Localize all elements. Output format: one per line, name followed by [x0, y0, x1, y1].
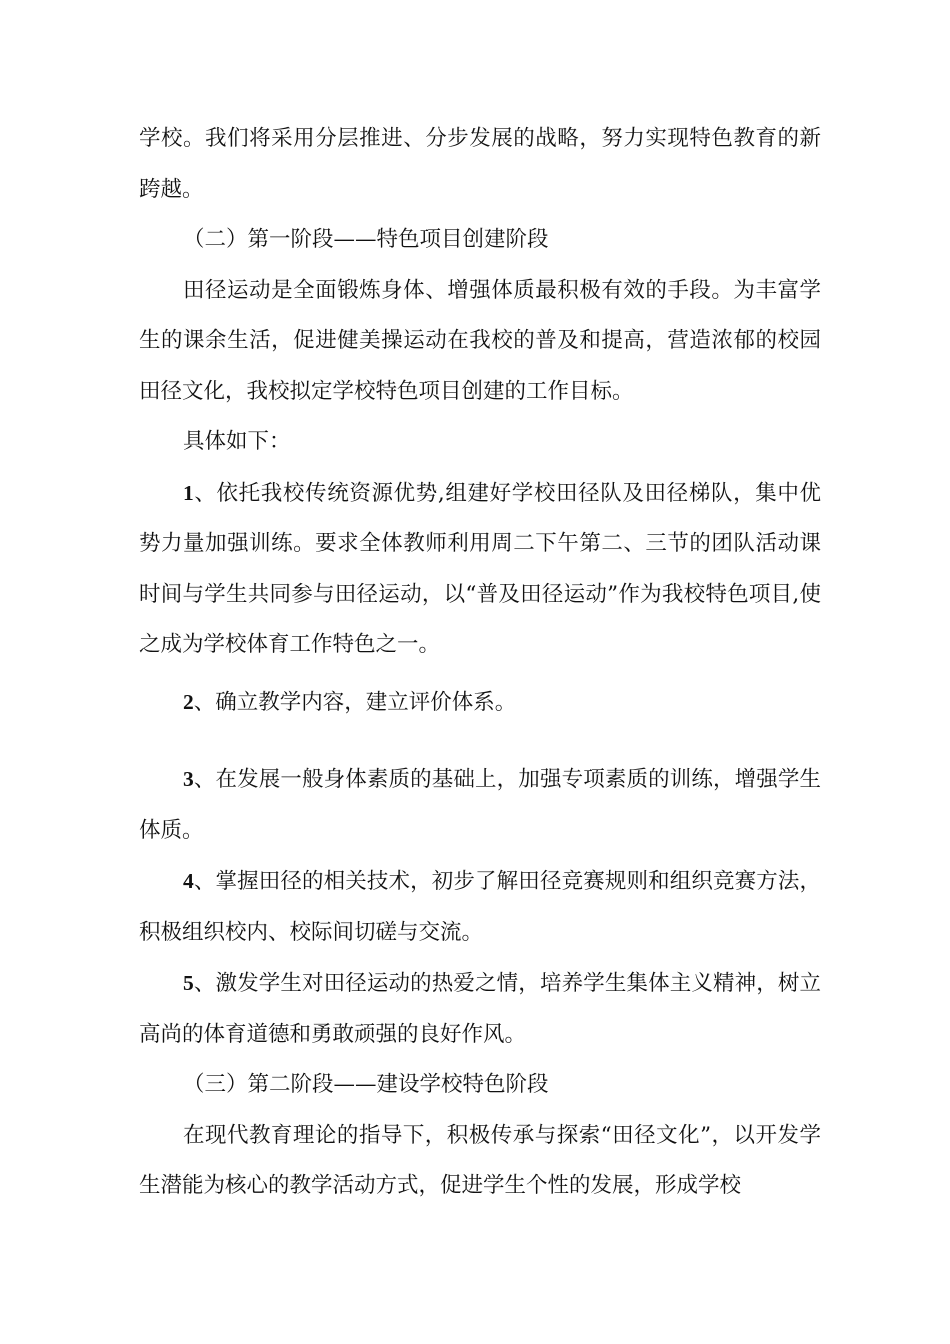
list-item-2	[139, 677, 821, 729]
list-number: 1	[183, 480, 194, 505]
heading-text: （二）第一阶段——特色项目创建阶段	[183, 227, 549, 252]
paragraph-continuation	[139, 114, 821, 215]
list-number: 5	[183, 971, 194, 995]
heading-text: （三）第二阶段——建设学校特色阶段	[183, 1072, 549, 1097]
section-heading-stage-one	[139, 215, 821, 266]
list-number: 3	[183, 767, 194, 791]
paragraph-text: 田径运动是全面锻炼身体、增强体质最积极有效的手段。为丰富学生的课余生活，促进健美操运动在我校的普及和提高，营造浓郁的校园田径文化，我校拟定学校特色项目创建的工作目标。	[139, 277, 821, 404]
paragraph-intro	[139, 266, 821, 418]
paragraph-text: 具体如下：	[183, 429, 291, 454]
paragraph-text: 在现代教育理论的指导下，积极传承与探索“田径文化”，以开发学生潜能为核心的教学活动方式，促进学生个性的发展，形成学校	[139, 1122, 821, 1198]
document-body	[139, 114, 821, 1212]
paragraph-details-lead	[139, 417, 821, 468]
list-item-3	[139, 754, 821, 856]
list-number: 2	[183, 689, 194, 714]
paragraph-stage-two-body	[139, 1111, 821, 1212]
list-item-1	[139, 468, 821, 671]
list-item-4	[139, 856, 821, 958]
list-item-5	[139, 958, 821, 1060]
list-text: 、确立教学内容，建立评价体系。	[193, 689, 517, 715]
list-text: 、在发展一般身体素质的基础上，加强专项素质的训练，增强学生体质。	[139, 767, 821, 843]
list-number: 4	[183, 869, 194, 893]
list-text: 、掌握田径的相关技术，初步了解田径竞赛规则和组织竞赛方法，积极组织校内、校际间切磋与交流。	[139, 869, 821, 945]
list-text: 、激发学生对田径运动的热爱之情，培养学生集体主义精神，树立高尚的体育道德和勇敢顽强的良好作风。	[139, 971, 821, 1047]
section-heading-stage-two	[139, 1060, 821, 1111]
paragraph-text: 学校。我们将采用分层推进、分步发展的战略，努力实现特色教育的新跨越。	[139, 126, 821, 202]
list-text: 、依托我校传统资源优势,组建好学校田径队及田径梯队，集中优势力量加强训练。要求全体教师利用周二下午第二、三节的团队活动课时间与学生共同参与田径运动，以“普及田径运动”作为我校特色项目,使之成为学校体育工作特色之一。	[139, 480, 821, 657]
